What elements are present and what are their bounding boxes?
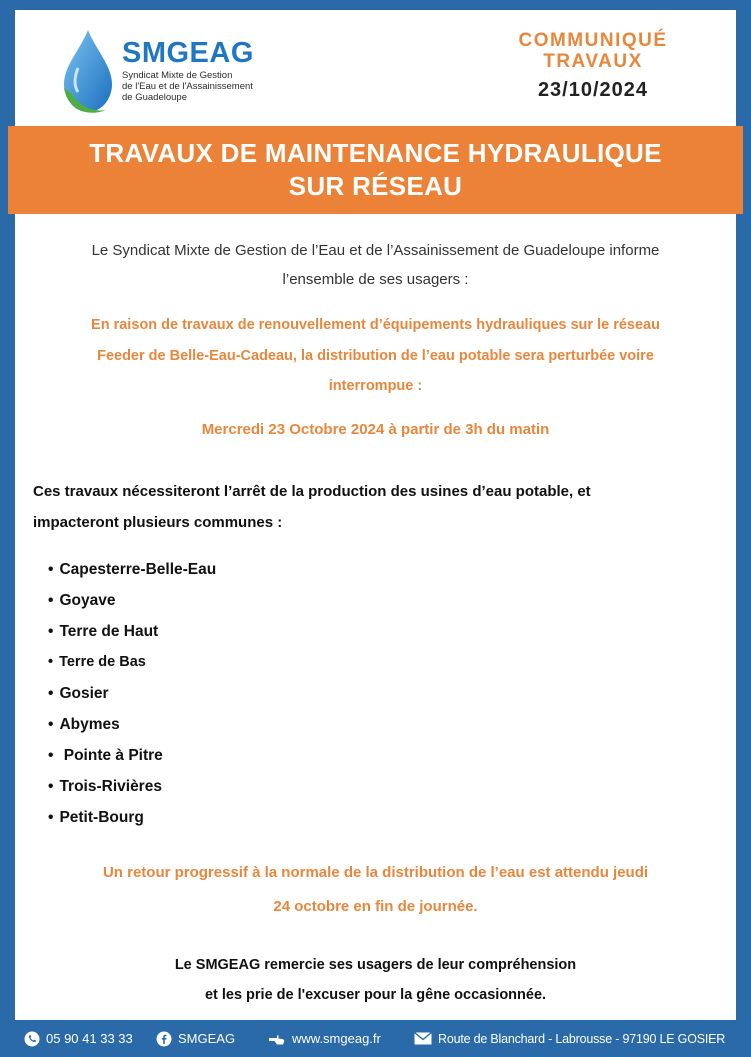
list-item: • Capesterre-Belle-Eau — [48, 561, 217, 578]
town-name: Terre de Haut — [59, 623, 159, 640]
brand-subtitle-line: de l'Eau et de l'Assainissement — [122, 81, 253, 92]
notice-paragraph — [30, 310, 721, 402]
thanks-line: et les prie de l'excuser pour la gêne occasionnée. — [204, 987, 547, 1003]
town-name: Terre de Bas — [59, 654, 146, 670]
banner-title-line: SUR RÉSEAU — [288, 171, 463, 201]
facebook-icon — [156, 1031, 172, 1047]
brand-subtitle — [122, 70, 272, 103]
facebook-item[interactable] — [156, 1020, 235, 1057]
banner-title-line: TRAVAUX DE MAINTENANCE HYDRAULIQUE — [89, 138, 662, 168]
town-name: Pointe à Pitre — [59, 747, 163, 764]
water-drop-logo-icon — [58, 28, 118, 120]
contact-footer — [0, 1020, 751, 1057]
brand-subtitle-line: de Guadeloupe — [122, 92, 187, 103]
impact-paragraph — [33, 476, 723, 538]
address-item — [414, 1020, 725, 1057]
brand-block — [122, 38, 272, 103]
outage-date: Mercredi 23 Octobre 2024 à partir de 3h du matin — [201, 421, 550, 438]
list-item: • Gosier — [48, 685, 109, 702]
brand-subtitle-line: Syndicat Mixte de Gestion — [122, 70, 233, 81]
pointer-hand-icon — [268, 1032, 286, 1046]
restoration-paragraph — [30, 856, 721, 924]
list-item: • Pointe à Pitre — [48, 747, 163, 764]
town-list — [48, 554, 216, 833]
thanks-paragraph — [30, 950, 721, 1010]
list-item: • Terre de Bas — [48, 654, 146, 670]
facebook-handle: SMGEAG — [178, 1031, 236, 1046]
intro-line: Le Syndicat Mixte de Gestion de l’Eau et de l’Assainissement de Guadeloupe informe — [91, 242, 660, 259]
town-name: Goyave — [59, 592, 116, 609]
thanks-line: Le SMGEAG remercie ses usagers de leur compréhension — [174, 957, 577, 973]
communique-label: COMMUNIQUÉ — [518, 30, 668, 51]
brand-name: SMGEAG — [122, 37, 254, 69]
document-page — [8, 10, 743, 1020]
town-name: Capesterre-Belle-Eau — [59, 561, 217, 578]
intro-line: l’ensemble de ses usagers : — [282, 271, 469, 288]
list-item: • Goyave — [48, 592, 116, 609]
travaux-label: TRAVAUX — [543, 51, 643, 72]
phone-item[interactable] — [24, 1020, 133, 1057]
town-name: Trois-Rivières — [59, 778, 162, 795]
list-item: • Petit-Bourg — [48, 809, 144, 826]
phone-number: 05 90 41 33 33 — [46, 1031, 133, 1046]
town-name: Petit-Bourg — [59, 809, 144, 826]
list-item: • Terre de Haut — [48, 623, 159, 640]
postal-address: Route de Blanchard - Labrousse - 97190 LE GOSIER — [438, 1031, 726, 1046]
restoration-line: 24 octobre en fin de journée. — [273, 898, 478, 915]
restoration-line: Un retour progressif à la normale de la distribution de l’eau est attendu jeudi — [102, 864, 649, 881]
notice-line: Feeder de Belle-Eau-Cadeau, la distribution de l’eau potable sera perturbée voire — [97, 347, 654, 364]
title-banner — [8, 126, 743, 214]
phone-icon — [24, 1031, 40, 1047]
impact-line: impacteront plusieurs communes : — [33, 514, 283, 531]
notice-line: interrompue : — [328, 378, 423, 394]
website-link: www.smgeag.fr — [292, 1031, 381, 1046]
town-name: Gosier — [59, 685, 109, 702]
website-item[interactable] — [268, 1020, 381, 1057]
list-item: • Trois-Rivières — [48, 778, 162, 795]
envelope-icon — [414, 1032, 432, 1045]
communique-date: 23/10/2024 — [537, 79, 649, 101]
list-item: • Abymes — [48, 716, 120, 733]
communique-header — [483, 30, 703, 104]
intro-paragraph — [38, 236, 713, 294]
town-name: Abymes — [59, 716, 120, 733]
impact-line: Ces travaux nécessiteront l’arrêt de la production des usines d’eau potable, et — [33, 483, 591, 500]
notice-line: En raison de travaux de renouvellement d’équipements hydrauliques sur le réseau — [91, 317, 660, 333]
